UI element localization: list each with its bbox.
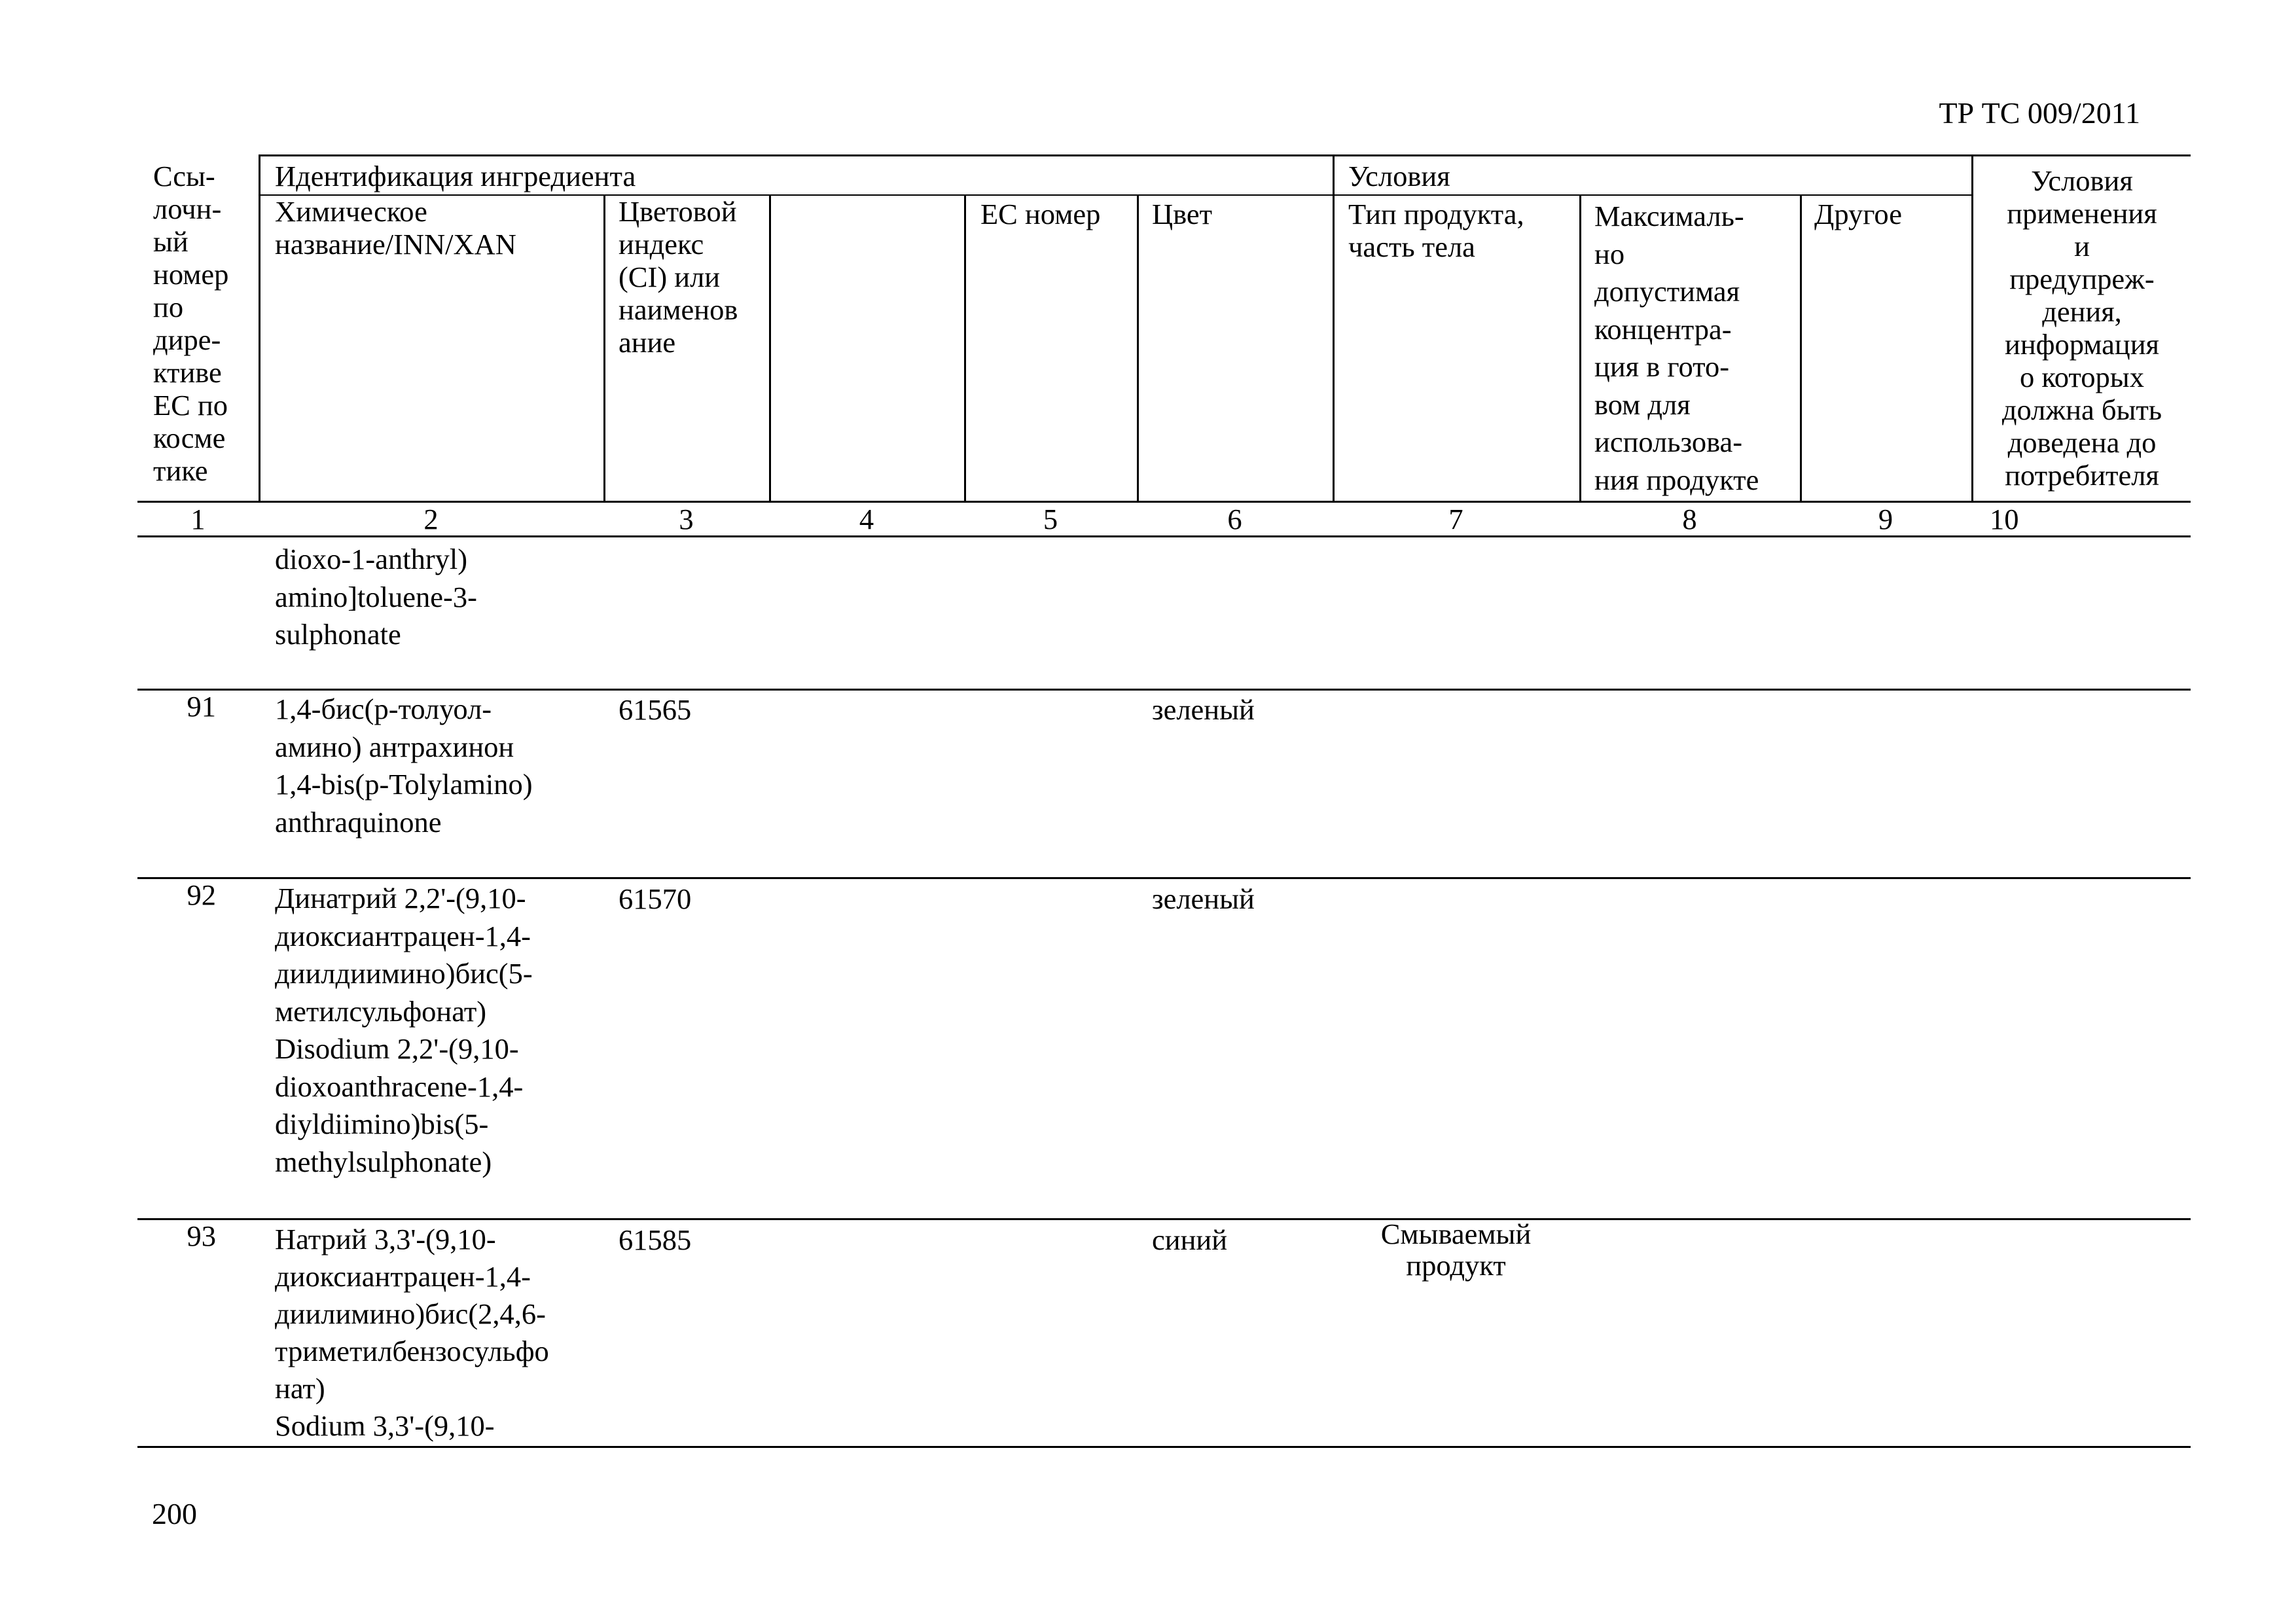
column-numbers-bottom-border [137,535,2191,537]
row-product-type: Смываемый продукт [1380,1218,1532,1282]
column-divider [1971,154,1973,501]
column-divider [769,195,771,501]
header-color-index: Цветовой индекс (CI) или наименов ание [619,195,738,359]
column-number: 5 [1043,503,1058,535]
row-chemical-name: Натрий 3,3'-(9,10- диоксиантрацен-1,4- диилимино)бис(2,4,6- триметилбензосульфо нат) Sodium 3,3'-(9,10- [275,1223,549,1442]
row-color: синий [1152,1223,1228,1256]
table-bottom-border [137,1446,2191,1448]
row-color-index: 61570 [619,882,692,915]
column-number: 4 [859,503,874,535]
row-divider [137,877,2191,879]
row-color-index: 61585 [619,1223,692,1256]
row-color: зеленый [1152,693,1255,726]
column-number: 6 [1227,503,1242,535]
row-reference-number: 93 [187,1219,216,1252]
header-identification-group: Идентификация ингредиента [275,160,636,192]
column-number: 8 [1682,503,1697,535]
header-usage-warnings: Условия применения и предупреж- дения, информация о которых должна быть доведена до потребителя [2001,164,2162,492]
document-code: ТР ТС 009/2011 [1939,96,2140,130]
header-ec-number: ЕС номер [980,198,1101,230]
row-divider [137,1218,2191,1220]
row-chemical-name: 1,4-бис(p-толуол- амино) антрахинон 1,4-bis(p-Tolylamino) anthraquinone [275,693,533,839]
header-max-concentration: Максималь- но допустимая концентра- ция в гото- вом для использова- ния продукте [1594,200,1759,496]
column-divider [1579,195,1581,501]
header-reference-number: Ссы- лочн- ый номер по дире- ктиве ЕС по косме тике [153,160,229,487]
column-divider [1800,195,1802,501]
row-color: зеленый [1152,882,1255,915]
row-color-index: 61565 [619,693,692,726]
column-number: 3 [679,503,694,535]
column-number: 1 [190,503,206,535]
header-product-type: Тип продукта, часть тела [1348,198,1524,263]
column-number: 7 [1448,503,1463,535]
page-number: 200 [152,1497,197,1530]
column-number: 10 [1990,503,2019,535]
row-chemical-name: dioxo-1-anthryl) amino]toluene-3- sulphonate [275,543,477,651]
column-number: 9 [1878,503,1893,535]
header-color: Цвет [1152,198,1213,230]
header-conditions-group: Условия [1348,160,1450,192]
header-chemical-name: Химическое название/INN/XAN [275,195,516,261]
row-reference-number: 92 [187,878,216,911]
row-chemical-name: Динатрий 2,2'-(9,10- диоксиантрацен-1,4- диилдиимино)бис(5- метилсульфонат) Disodium 2,2'-(9,10- dioxoanthracene-1,4- diyldiimino)bis(5- methylsulphonate) [275,882,533,1178]
column-divider [1137,195,1139,501]
column-number: 2 [423,503,439,535]
column-divider [964,195,966,501]
row-reference-number: 91 [187,690,216,723]
column-divider [603,195,605,501]
header-other: Другое [1814,198,1902,230]
column-divider [259,154,260,501]
column-divider [1333,154,1335,501]
table-top-border [259,154,2191,156]
